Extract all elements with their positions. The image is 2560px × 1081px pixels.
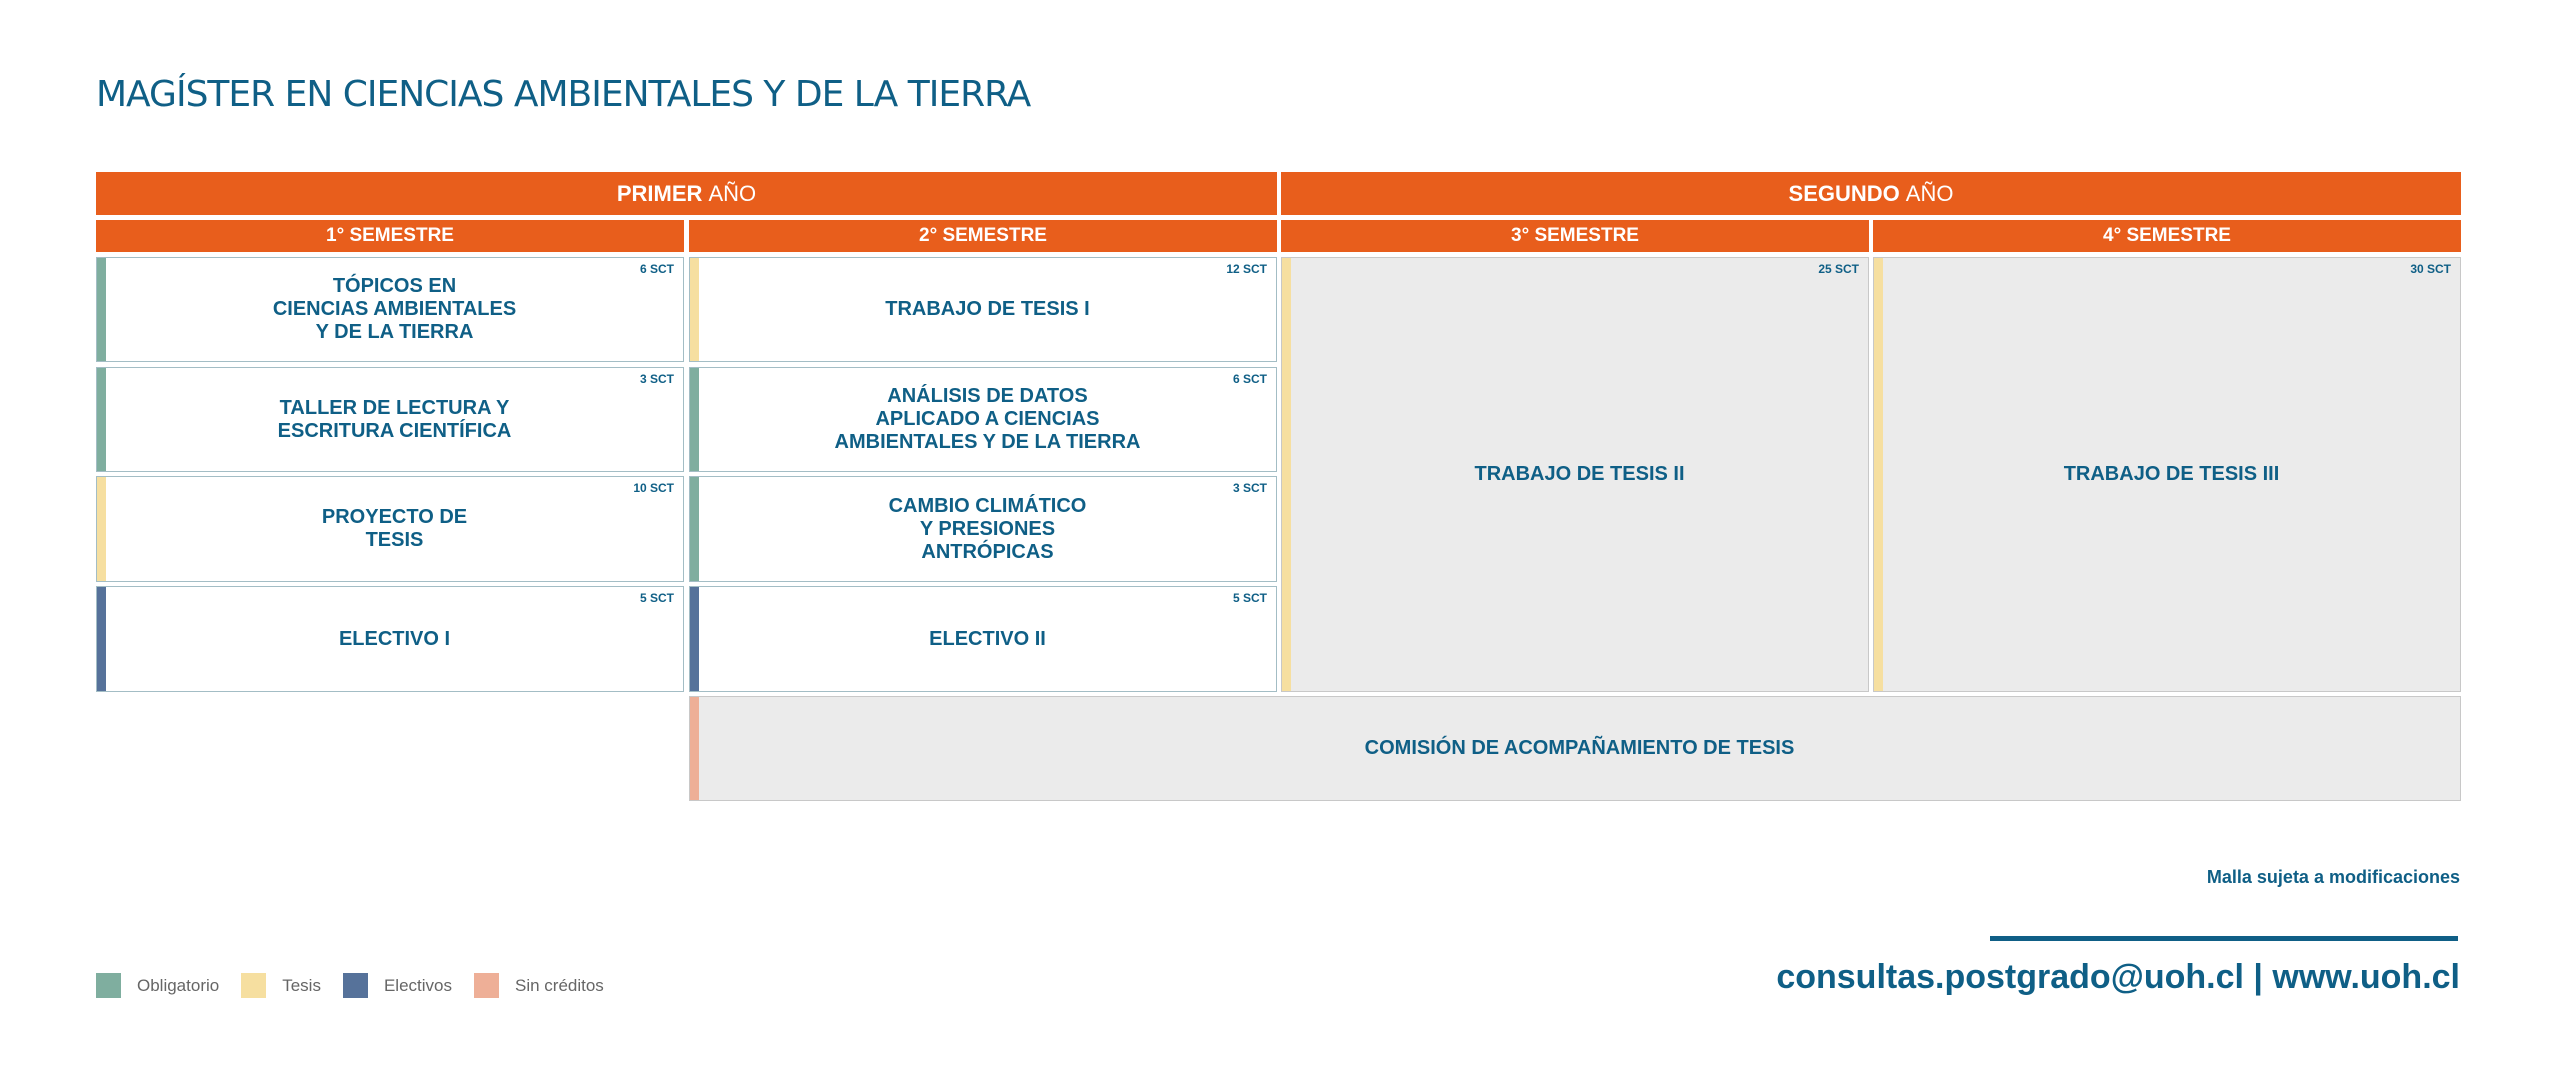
year-header-second: [1281, 172, 2461, 215]
legend-swatch: [343, 973, 368, 998]
course-name: PROYECTO DE TESIS: [321, 506, 468, 551]
course-name: ELECTIVO II: [929, 627, 1046, 650]
credits-label: 12 SCT: [1226, 262, 1267, 276]
category-bar: [690, 258, 699, 361]
legend-item-obligatorio: [96, 973, 219, 998]
category-bar: [1874, 258, 1883, 691]
course-card: [689, 586, 1277, 692]
legend: [96, 973, 626, 998]
course-name: TALLER DE LECTURA Y ESCRITURA CIENTÍFICA: [277, 396, 512, 442]
credits-label: 30 SCT: [2410, 262, 2451, 276]
category-bar: [690, 697, 699, 800]
legend-label: Obligatorio: [137, 975, 220, 995]
category-bar: [690, 587, 699, 691]
course-card: [689, 367, 1277, 472]
legend-label: Tesis: [282, 975, 321, 995]
page-title: MAGÍSTER EN CIENCIAS AMBIENTALES Y DE LA TIERRA: [96, 74, 1031, 115]
legend-item-sin-creditos: [474, 973, 604, 998]
contact-info[interactable]: consultas.postgrado@uoh.cl | www.uoh.cl: [1776, 958, 2460, 996]
course-name: COMISIÓN DE ACOMPAÑAMIENTO DE TESIS: [1364, 737, 1795, 759]
category-bar: [690, 368, 699, 471]
legend-item-electivos: [343, 973, 452, 998]
course-name: ANÁLISIS DE DATOS APLICADO A CIENCIAS AMBIENTALES Y DE LA TIERRA: [834, 385, 1141, 453]
category-bar: [1282, 258, 1291, 691]
category-bar: [97, 368, 106, 471]
course-card: [689, 476, 1277, 582]
credits-label: 25 SCT: [1818, 262, 1859, 276]
course-card: [1873, 257, 2461, 692]
year-header-first-bold: PRIMER: [616, 180, 703, 206]
semester-header-4: 4° SEMESTRE: [1873, 220, 2461, 252]
semester-header-1: 1° SEMESTRE: [96, 220, 684, 252]
course-name: CAMBIO CLIMÁTICO Y PRESIONES ANTRÓPICAS: [888, 494, 1087, 563]
credits-label: 5 SCT: [1232, 591, 1267, 605]
category-bar: [97, 258, 106, 361]
course-card: [689, 257, 1277, 362]
credits-label: 6 SCT: [639, 262, 674, 276]
legend-label: Electivos: [383, 975, 452, 995]
year-header-first-light: AÑO: [708, 180, 757, 206]
year-header-first: [96, 172, 1277, 215]
course-card: [1281, 257, 1869, 692]
credits-label: 3 SCT: [639, 372, 674, 386]
commission-card: [689, 696, 2461, 801]
semester-header-2: 2° SEMESTRE: [689, 220, 1277, 252]
course-name: TRABAJO DE TESIS III: [2063, 463, 2280, 485]
category-bar: [97, 587, 106, 691]
category-bar: [97, 477, 106, 581]
course-card: [96, 586, 684, 692]
course-card: [96, 367, 684, 472]
course-name: TÓPICOS EN CIENCIAS AMBIENTALES Y DE LA TIERRA: [272, 275, 517, 343]
credits-label: 6 SCT: [1232, 372, 1267, 386]
modification-note: Malla sujeta a modificaciones: [2206, 867, 2460, 887]
legend-swatch: [474, 973, 499, 998]
divider: [1990, 936, 2458, 941]
category-bar: [690, 477, 699, 581]
course-name: ELECTIVO I: [338, 627, 451, 650]
course-name: TRABAJO DE TESIS I: [885, 298, 1090, 320]
credits-label: 3 SCT: [1232, 481, 1267, 495]
legend-swatch: [96, 973, 121, 998]
semester-header-3: 3° SEMESTRE: [1281, 220, 1869, 252]
year-header-second-light: AÑO: [1905, 180, 1954, 206]
credits-label: 5 SCT: [639, 591, 674, 605]
course-card: [96, 476, 684, 582]
legend-item-tesis: [241, 973, 321, 998]
legend-label: Sin créditos: [514, 975, 604, 995]
course-name: TRABAJO DE TESIS II: [1474, 463, 1685, 485]
year-header-second-bold: SEGUNDO: [1788, 180, 1900, 206]
legend-swatch: [241, 973, 266, 998]
course-card: [96, 257, 684, 362]
credits-label: 10 SCT: [633, 481, 674, 495]
